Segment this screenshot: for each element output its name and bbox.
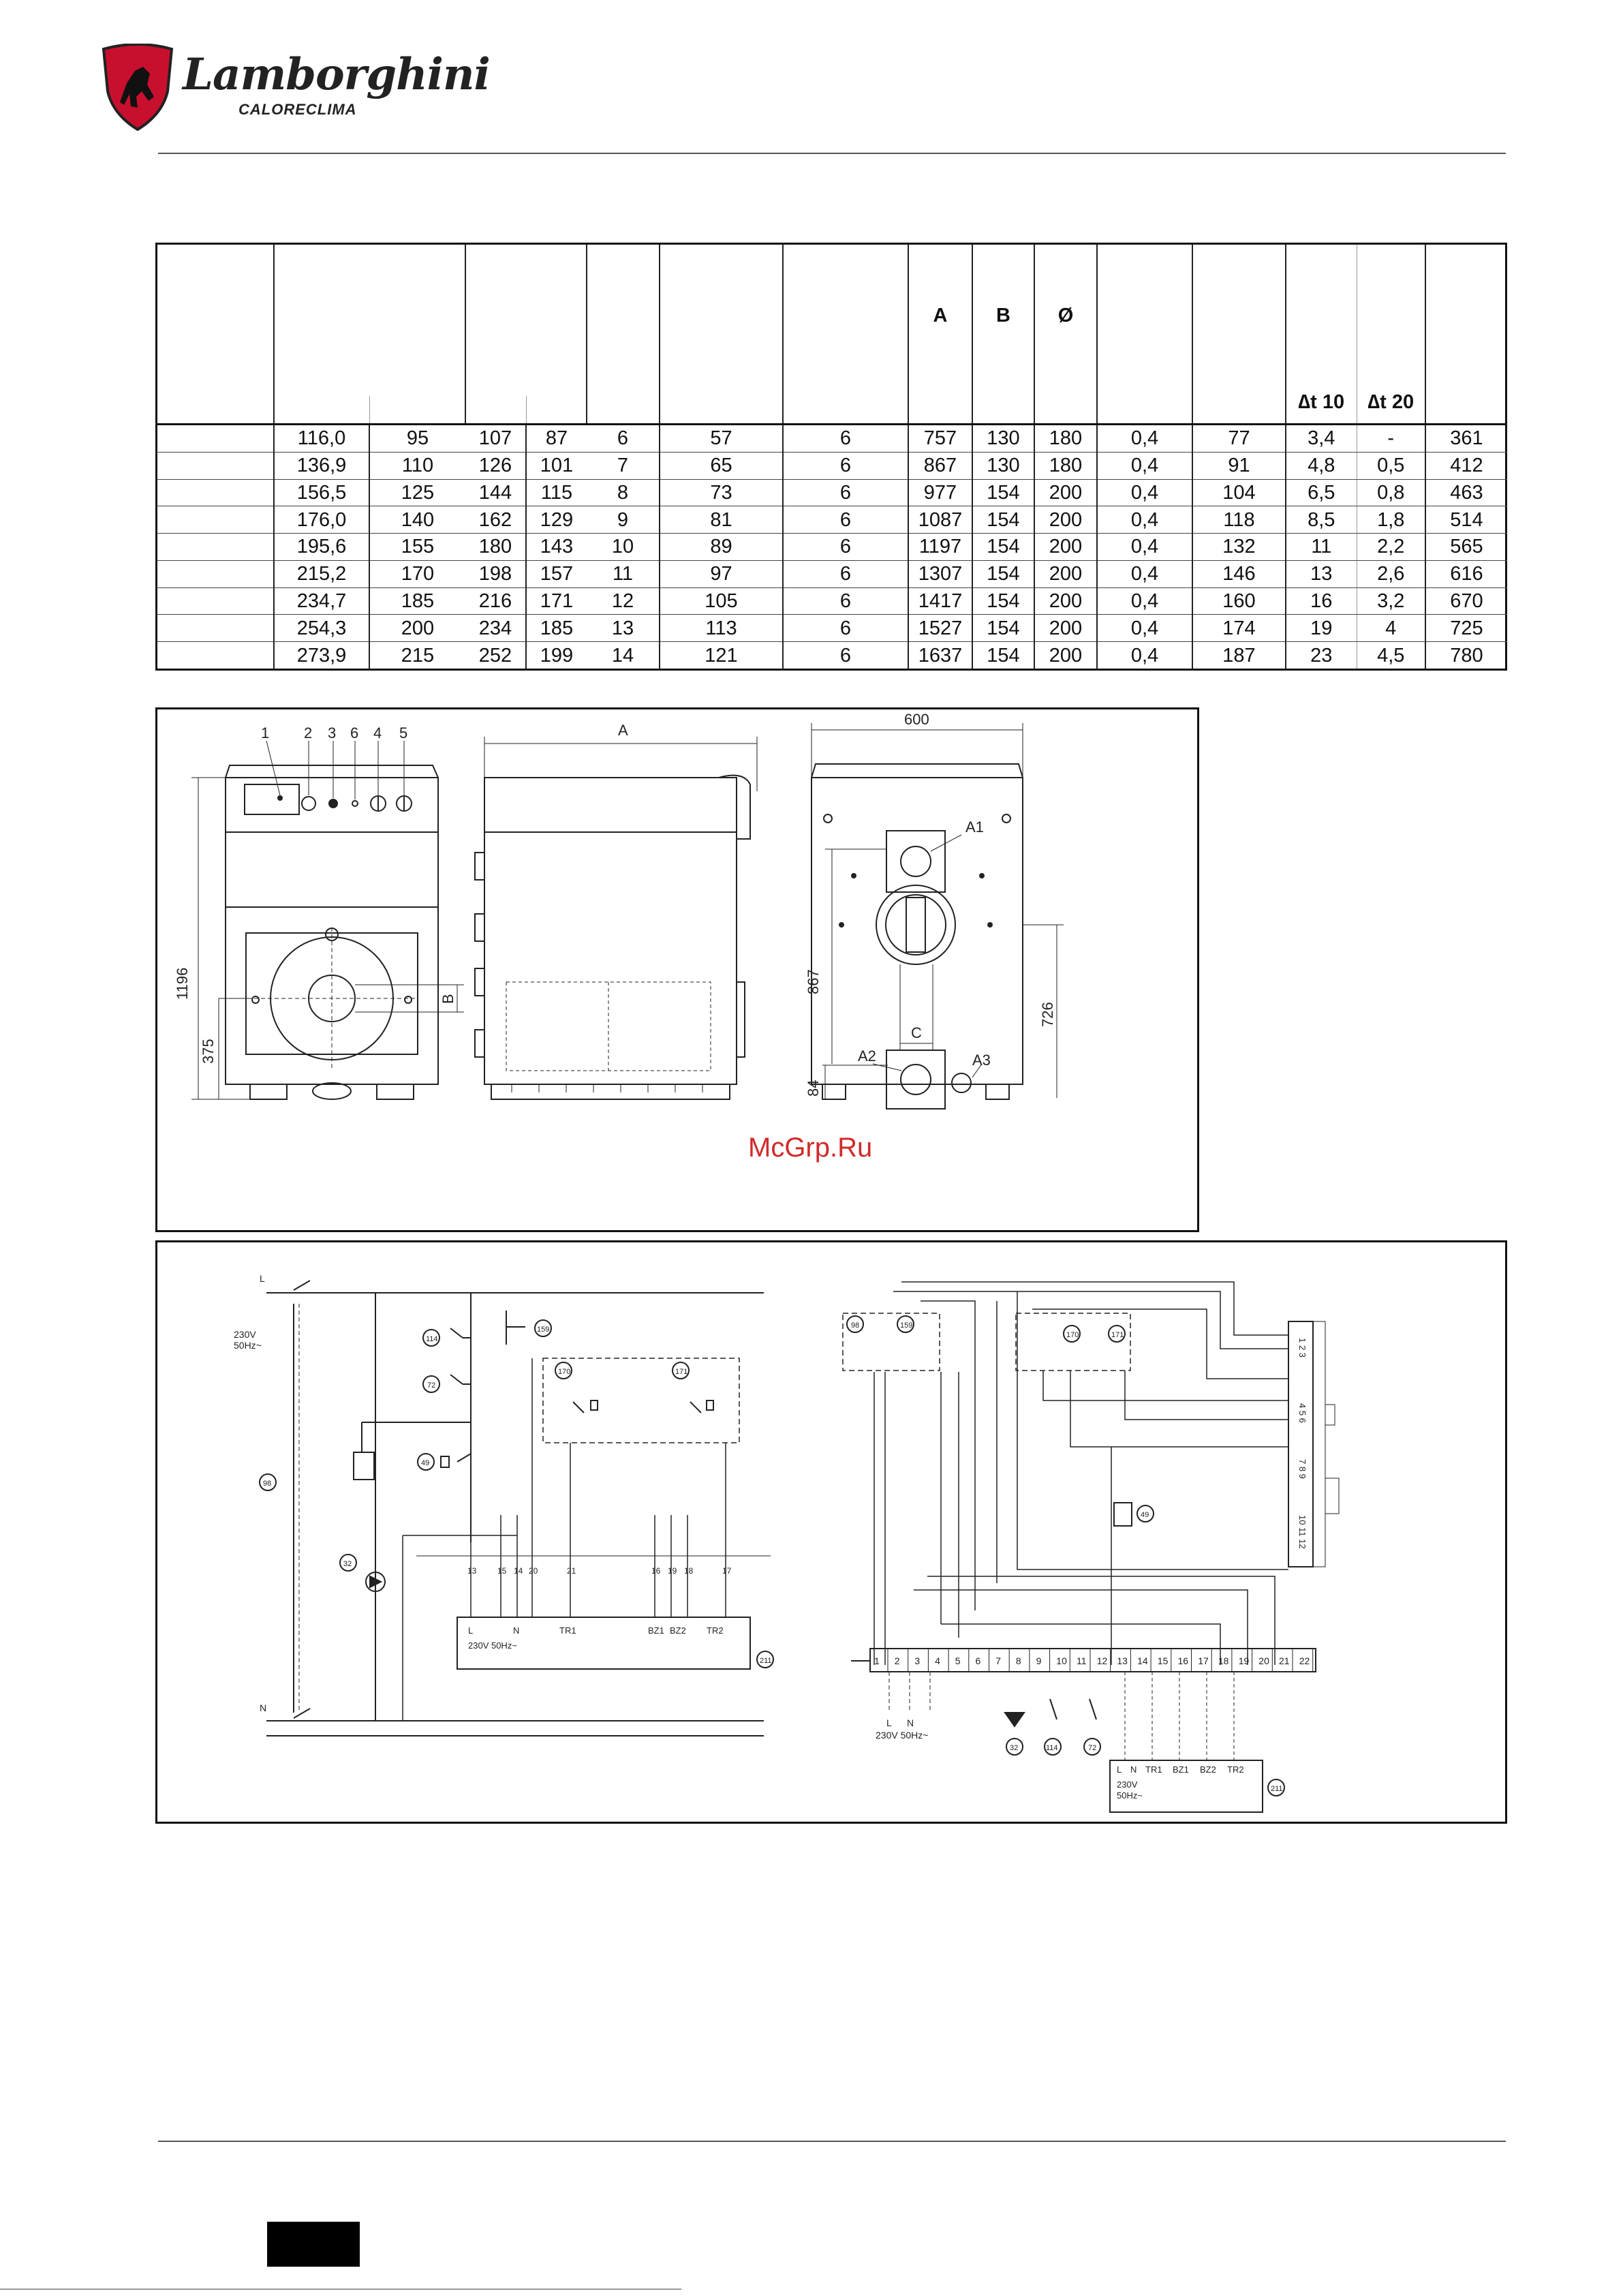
table-cell: 7 <box>587 452 660 479</box>
svg-text:32: 32 <box>1010 1744 1019 1752</box>
table-cell: 154 <box>972 506 1034 534</box>
table-cell: 162 <box>465 506 526 534</box>
table-cell: 200 <box>1034 479 1097 506</box>
terminal-number: 5 <box>955 1655 961 1666</box>
svg-text:17: 17 <box>722 1566 732 1576</box>
terminal-number: 17 <box>1198 1655 1209 1666</box>
table-cell: 4,5 <box>1357 642 1425 669</box>
spec-header-cell <box>526 245 587 425</box>
table-cell: 1,8 <box>1357 506 1425 534</box>
spec-header-cell <box>1425 245 1507 425</box>
table-cell: 6 <box>587 425 660 453</box>
table-cell: 129 <box>526 506 587 534</box>
table-cell: 200 <box>369 615 465 642</box>
table-cell: 13 <box>1286 560 1357 587</box>
table-cell: 81 <box>660 506 783 534</box>
svg-text:4: 4 <box>373 724 382 741</box>
table-cell: 160 <box>1192 587 1286 615</box>
table-cell: 0,5 <box>1357 452 1425 479</box>
table-cell: 12 <box>587 587 660 615</box>
terminal-number: 3 <box>914 1655 921 1666</box>
svg-text:114: 114 <box>426 1335 438 1343</box>
svg-text:A: A <box>618 722 628 739</box>
svg-text:BZ2: BZ2 <box>1200 1764 1216 1775</box>
side-view <box>475 722 757 1099</box>
table-cell: 121 <box>660 642 783 669</box>
table-row <box>157 479 1507 506</box>
table-cell: 200 <box>1034 587 1097 615</box>
header-rule <box>158 153 1506 154</box>
svg-text:230V: 230V <box>234 1329 256 1340</box>
table-cell: 780 <box>1425 642 1507 669</box>
spec-header-a: A <box>908 245 972 425</box>
terminal-number: 8 <box>1015 1655 1021 1666</box>
table-cell: 6 <box>783 479 908 506</box>
wiring-left <box>234 1273 773 1736</box>
terminal-number: 13 <box>1117 1655 1128 1666</box>
bull-shield-icon <box>99 44 176 131</box>
svg-text:20: 20 <box>529 1566 538 1576</box>
table-cell: 170 <box>369 560 465 587</box>
table-cell: 130 <box>972 425 1034 453</box>
table-row <box>157 425 1507 453</box>
svg-text:C: C <box>911 1024 922 1041</box>
table-cell <box>157 642 274 669</box>
svg-text:BZ1: BZ1 <box>648 1625 664 1636</box>
table-cell: 867 <box>908 452 972 479</box>
svg-text:L: L <box>260 1273 265 1284</box>
svg-text:B: B <box>439 994 457 1004</box>
brand-subtitle: CALORECLIMA <box>238 101 357 118</box>
table-cell: 0,4 <box>1097 425 1192 453</box>
table-row <box>157 506 1507 534</box>
footer-rule <box>158 2141 1506 2142</box>
spec-header-cell <box>587 245 660 425</box>
spec-header-cell <box>783 245 908 425</box>
table-cell: 1087 <box>908 506 972 534</box>
table-cell: 16 <box>1286 587 1357 615</box>
svg-text:TR1: TR1 <box>1145 1764 1162 1775</box>
table-cell: 101 <box>526 452 587 479</box>
table-cell <box>157 534 274 561</box>
svg-text:15: 15 <box>497 1566 507 1576</box>
table-cell: 200 <box>1034 534 1097 561</box>
watermark-text: McGrp.Ru <box>748 1133 873 1163</box>
spec-header-row <box>157 245 1507 425</box>
brand-logo <box>95 44 490 132</box>
table-cell: 0,4 <box>1097 642 1192 669</box>
table-cell: 130 <box>972 452 1034 479</box>
svg-text:32: 32 <box>343 1560 352 1568</box>
table-cell: 199 <box>526 642 587 669</box>
table-cell: 6 <box>783 642 908 669</box>
table-cell: 4 <box>1357 615 1425 642</box>
front-view <box>174 724 464 1099</box>
terminal-number: 7 <box>995 1655 1001 1666</box>
svg-text:A1: A1 <box>965 818 984 836</box>
terminal-number: 12 <box>1096 1655 1108 1666</box>
terminal-number: 6 <box>975 1655 981 1666</box>
table-cell: 412 <box>1425 452 1507 479</box>
table-cell: 14 <box>611 644 634 667</box>
bottom-edge-rule <box>0 2289 681 2290</box>
table-cell: 0,8 <box>1357 479 1425 506</box>
terminal-number: 18 <box>1218 1655 1229 1666</box>
dimension-drawings-svg <box>157 709 1197 1230</box>
table-cell: - <box>1357 425 1425 453</box>
table-cell: 0,4 <box>1097 452 1192 479</box>
table-cell: 3,4 <box>1286 425 1357 453</box>
table-cell: 110 <box>369 452 465 479</box>
svg-text:50Hz~: 50Hz~ <box>234 1340 262 1351</box>
terminal-number: 10 <box>1056 1655 1067 1666</box>
svg-text:TR2: TR2 <box>1227 1764 1244 1775</box>
svg-text:170: 170 <box>1066 1331 1079 1339</box>
table-cell: 95 <box>369 425 465 453</box>
table-row <box>157 615 1507 642</box>
svg-text:171: 171 <box>1111 1331 1124 1339</box>
table-cell: 154 <box>972 587 1034 615</box>
svg-text:375: 375 <box>200 1039 217 1064</box>
table-cell <box>157 452 274 479</box>
table-cell: 6 <box>783 506 908 534</box>
terminal-number: 11 <box>1077 1655 1087 1666</box>
table-cell: 514 <box>1425 506 1507 534</box>
table-cell: 77 <box>1192 425 1286 453</box>
svg-text:1196: 1196 <box>174 967 191 1000</box>
table-cell: 154 <box>972 560 1034 587</box>
svg-text:98: 98 <box>851 1321 860 1330</box>
table-cell: 463 <box>1425 479 1507 506</box>
terminal-number: 1 <box>874 1655 880 1666</box>
svg-text:171: 171 <box>675 1368 688 1376</box>
table-cell: 65 <box>660 452 783 479</box>
svg-text:159: 159 <box>900 1321 913 1330</box>
spec-header-cell <box>465 245 526 425</box>
table-cell: 57 <box>660 425 783 453</box>
table-cell: 0,4 <box>1097 615 1192 642</box>
terminal-number: 19 <box>1238 1655 1250 1666</box>
spec-header-cell <box>1192 245 1286 425</box>
table-cell: 105 <box>660 587 783 615</box>
svg-text:72: 72 <box>1088 1744 1097 1752</box>
table-cell: 180 <box>465 534 526 561</box>
svg-text:L: L <box>886 1717 892 1728</box>
table-cell: 6 <box>783 560 908 587</box>
table-row <box>157 560 1507 587</box>
table-cell: 146 <box>1192 560 1286 587</box>
svg-text:230V 50Hz~: 230V 50Hz~ <box>468 1640 517 1651</box>
table-cell: 113 <box>660 615 783 642</box>
svg-text:N: N <box>907 1717 914 1728</box>
table-cell: 143 <box>526 534 587 561</box>
svg-text:N: N <box>513 1625 520 1636</box>
table-cell: 87 <box>526 425 587 453</box>
svg-text:A2: A2 <box>858 1047 876 1065</box>
spec-header-cell <box>157 245 274 425</box>
svg-text:5: 5 <box>399 724 408 741</box>
spec-header-cell <box>274 245 369 425</box>
svg-text:170: 170 <box>558 1368 571 1376</box>
table-cell: 176,0 <box>274 506 369 534</box>
table-cell: 252 <box>478 644 512 667</box>
svg-text:21: 21 <box>567 1566 576 1576</box>
table-cell: 10 <box>587 534 660 561</box>
table-cell: 23 <box>1286 642 1357 669</box>
table-cell: 107 <box>465 425 526 453</box>
terminal-number: 9 <box>1036 1655 1042 1666</box>
table-cell: 0,4 <box>1097 534 1192 561</box>
table-cell: 200 <box>1034 615 1097 642</box>
back-view <box>805 711 1064 1109</box>
spec-header-dt20: ∆t 20 <box>1357 245 1425 425</box>
table-cell: 180 <box>1034 452 1097 479</box>
table-cell: 6 <box>783 425 908 453</box>
table-cell: 125 <box>369 479 465 506</box>
spec-header-cell <box>660 245 783 425</box>
svg-text:114: 114 <box>1046 1744 1058 1752</box>
table-cell: 13 <box>587 615 660 642</box>
table-cell: 180 <box>1034 425 1097 453</box>
table-cell: 8 <box>587 479 660 506</box>
spec-header-cell <box>369 245 465 425</box>
table-cell: 187 <box>1192 642 1286 669</box>
table-cell: 171 <box>526 587 587 615</box>
table-cell: 9 <box>587 506 660 534</box>
svg-text:13: 13 <box>467 1566 477 1576</box>
terminal-number: 2 <box>894 1655 900 1666</box>
svg-text:4 5 6: 4 5 6 <box>1297 1403 1308 1423</box>
table-cell: 6 <box>783 587 908 615</box>
svg-text:98: 98 <box>263 1480 272 1488</box>
svg-text:3: 3 <box>328 724 337 741</box>
table-cell: 174 <box>1192 615 1286 642</box>
table-cell: 3,2 <box>1357 587 1425 615</box>
table-cell <box>157 587 274 615</box>
table-cell: 104 <box>1192 479 1286 506</box>
table-cell: 11 <box>587 560 660 587</box>
table-cell: 157 <box>526 560 587 587</box>
svg-text:211: 211 <box>760 1657 772 1665</box>
table-cell: 198 <box>465 560 526 587</box>
table-cell: 195,6 <box>274 534 369 561</box>
table-cell: 154 <box>972 642 1034 669</box>
svg-text:1: 1 <box>261 724 270 741</box>
terminal-number: 15 <box>1157 1655 1169 1666</box>
svg-text:14: 14 <box>514 1566 523 1576</box>
brand-name: Lamborghini <box>183 49 490 100</box>
table-cell: 1307 <box>908 560 972 587</box>
spec-header-diameter: Ø <box>1034 245 1097 425</box>
table-cell: 11 <box>1286 534 1357 561</box>
svg-text:867: 867 <box>805 969 822 994</box>
table-cell: 234 <box>465 615 526 642</box>
table-cell: 1527 <box>908 615 972 642</box>
table-cell <box>157 615 274 642</box>
table-cell: 977 <box>908 479 972 506</box>
table-cell: 6 <box>783 615 908 642</box>
table-cell: 132 <box>1192 534 1286 561</box>
svg-text:TR2: TR2 <box>707 1625 724 1636</box>
table-cell: 0,4 <box>1097 560 1192 587</box>
table-cell: 0,4 <box>1097 506 1192 534</box>
svg-text:N: N <box>260 1702 267 1713</box>
table-cell: 273,9 <box>274 642 369 669</box>
table-cell: 725 <box>1425 615 1507 642</box>
table-cell: 565 <box>1425 534 1507 561</box>
spec-header-dt10: ∆t 10 <box>1286 245 1357 425</box>
svg-text:16: 16 <box>651 1566 661 1576</box>
table-cell: 670 <box>1425 587 1507 615</box>
table-cell: 200 <box>1034 560 1097 587</box>
page-number-box <box>267 2222 360 2267</box>
svg-text:84: 84 <box>805 1080 822 1097</box>
svg-text:726: 726 <box>1039 1002 1056 1027</box>
spec-table <box>155 243 1507 671</box>
table-cell: 118 <box>1192 506 1286 534</box>
svg-text:1 2 3: 1 2 3 <box>1297 1338 1308 1358</box>
table-cell: 200 <box>1034 506 1097 534</box>
table-cell <box>157 506 274 534</box>
table-cell: 200 <box>1034 642 1097 669</box>
svg-text:49: 49 <box>1141 1511 1149 1519</box>
svg-text:N: N <box>1130 1764 1137 1775</box>
table-cell: 6 <box>783 452 908 479</box>
table-cell: 1417 <box>908 587 972 615</box>
table-cell: 361 <box>1425 425 1507 453</box>
table-cell: 140 <box>369 506 465 534</box>
table-cell: 154 <box>972 534 1034 561</box>
table-cell: 1637 <box>908 642 972 669</box>
spec-header-b: B <box>972 245 1034 425</box>
table-cell <box>157 479 274 506</box>
table-cell: 4,8 <box>1286 452 1357 479</box>
table-cell: 19 <box>1286 615 1357 642</box>
table-cell: 6,5 <box>1286 479 1357 506</box>
svg-text:230V: 230V <box>1117 1779 1138 1790</box>
svg-text:10 11 12: 10 11 12 <box>1297 1515 1308 1549</box>
wiring-diagrams <box>155 1240 1507 1824</box>
svg-text:6: 6 <box>350 724 359 741</box>
table-cell <box>157 425 274 453</box>
svg-text:230V 50Hz~: 230V 50Hz~ <box>876 1730 929 1741</box>
table-cell: 136,9 <box>274 452 369 479</box>
table-cell: 154 <box>972 615 1034 642</box>
table-cell: 154 <box>972 479 1034 506</box>
svg-text:19: 19 <box>668 1566 677 1576</box>
table-cell: 91 <box>1192 452 1286 479</box>
table-cell: 116,0 <box>274 425 369 453</box>
table-cell: 2,2 <box>1357 534 1425 561</box>
terminal-number: 4 <box>935 1655 940 1666</box>
table-cell: 185 <box>369 587 465 615</box>
table-cell: 126 <box>465 452 526 479</box>
svg-text:L: L <box>468 1625 474 1636</box>
svg-text:159: 159 <box>537 1326 550 1334</box>
svg-text:L: L <box>1117 1764 1122 1775</box>
terminal-number: 20 <box>1258 1655 1269 1666</box>
wiring-right <box>843 1282 1339 1812</box>
table-cell: 1197 <box>908 534 972 561</box>
table-cell: 0,4 <box>1097 479 1192 506</box>
table-cell: 73 <box>660 479 783 506</box>
terminal-number: 14 <box>1137 1655 1148 1666</box>
table-cell: 89 <box>660 534 783 561</box>
table-cell: 0,4 <box>1097 587 1192 615</box>
svg-text:2: 2 <box>304 724 313 741</box>
table-row <box>157 452 1507 479</box>
svg-text:TR1: TR1 <box>559 1625 576 1636</box>
svg-text:BZ2: BZ2 <box>670 1625 686 1636</box>
table-cell: 115 <box>526 479 587 506</box>
svg-text:18: 18 <box>684 1566 694 1576</box>
terminal-number: 16 <box>1177 1655 1189 1666</box>
table-cell: 216 <box>465 587 526 615</box>
svg-text:49: 49 <box>421 1459 430 1467</box>
svg-text:72: 72 <box>427 1381 436 1390</box>
table-cell: 215,2 <box>274 560 369 587</box>
table-cell <box>157 560 274 587</box>
svg-text:50Hz~: 50Hz~ <box>1117 1790 1143 1801</box>
svg-text:600: 600 <box>904 711 929 728</box>
table-cell: 97 <box>660 560 783 587</box>
svg-text:211: 211 <box>1271 1785 1283 1793</box>
table-cell: 2,6 <box>1357 560 1425 587</box>
terminal-number: 21 <box>1279 1655 1290 1666</box>
table-cell: 156,5 <box>274 479 369 506</box>
table-row <box>157 642 1507 669</box>
svg-text:7 8 9: 7 8 9 <box>1297 1459 1308 1479</box>
table-cell: 215 <box>369 642 465 669</box>
spec-header-cell <box>1097 245 1192 425</box>
dimension-drawings <box>155 707 1199 1232</box>
table-row <box>157 534 1507 561</box>
table-cell: 616 <box>1425 560 1507 587</box>
table-cell: 757 <box>908 425 972 453</box>
table-cell: 254,3 <box>274 615 369 642</box>
table-cell: 234,7 <box>274 587 369 615</box>
terminal-number: 22 <box>1299 1655 1310 1666</box>
table-cell: 185 <box>526 615 587 642</box>
table-cell: 155 <box>369 534 465 561</box>
svg-text:A3: A3 <box>972 1052 991 1069</box>
table-cell: 8,5 <box>1286 506 1357 534</box>
table-row <box>157 587 1507 615</box>
wiring-diagrams-svg <box>157 1242 1505 1822</box>
table-cell: 144 <box>465 479 526 506</box>
table-cell: 6 <box>783 534 908 561</box>
svg-text:BZ1: BZ1 <box>1173 1764 1189 1775</box>
